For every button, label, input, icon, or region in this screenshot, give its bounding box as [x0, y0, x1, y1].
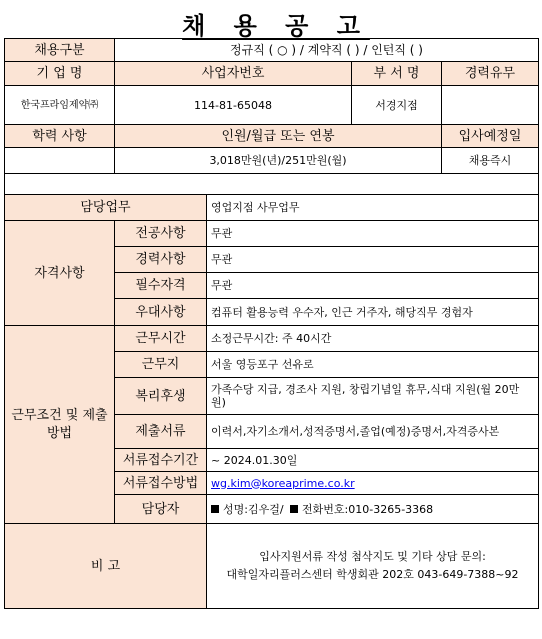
- workplace-label: 근무지: [115, 352, 207, 378]
- major-label: 전공사항: [115, 221, 207, 247]
- education-value-row: [5, 148, 539, 174]
- conditions-label: 근무조건 및 제출방법: [5, 326, 115, 524]
- company-value-row: [5, 86, 539, 125]
- start-date-header: 입사예정일: [442, 125, 539, 148]
- blank-cell: [5, 174, 539, 195]
- employment-type-value: 정규직 ( ○ ) / 계약직 ( ) / 인턴직 ( ): [115, 39, 539, 62]
- required-cert-value: 무관: [207, 273, 539, 299]
- company-header-row: [5, 62, 539, 86]
- education-header-row: [5, 125, 539, 148]
- required-cert-label: 필수자격: [115, 273, 207, 299]
- career: [442, 86, 539, 125]
- condition-row: [5, 326, 539, 352]
- documents-value: 이력서,자기소개서,성적증명서,졸업(예정)증명서,자격증사본: [207, 415, 539, 449]
- contact-phone: 전화번호:010-3265-3368: [302, 502, 434, 516]
- major-value: 무관: [207, 221, 539, 247]
- education-value: [5, 148, 115, 174]
- application-email-link[interactable]: wg.kim@koreaprime.co.kr: [211, 476, 355, 490]
- duty-row: [5, 195, 539, 221]
- preferred-label: 우대사항: [115, 299, 207, 326]
- qualification-label: 자격사항: [5, 221, 115, 326]
- company-name-header: 기 업 명: [5, 62, 115, 86]
- title-area: [0, 0, 542, 38]
- company-name: 한국프라임제약㈜: [5, 86, 115, 125]
- employment-type-label: 채용구분: [5, 39, 115, 62]
- workplace-value: 서울 영등포구 선유로: [207, 352, 539, 378]
- experience-label: 경력사항: [115, 247, 207, 273]
- education-header: 학력 사항: [5, 125, 115, 148]
- job-posting-table: [4, 38, 539, 609]
- documents-label: 제출서류: [115, 415, 207, 449]
- duty-value: 영업지점 사무업무: [207, 195, 539, 221]
- employment-type-row: [5, 39, 539, 62]
- biz-number-header: 사업자번호: [115, 62, 352, 86]
- duty-label: 담당업무: [5, 195, 207, 221]
- remarks-line-2: 대학일자리플러스센터 학생회관 202호 043-649-7388~92: [226, 568, 519, 581]
- contact-person-label: 담당자: [115, 495, 207, 524]
- salary-value: 3,018만원(년)/251만원(월): [115, 148, 442, 174]
- benefits-value: 가족수당 지급, 경조사 지원, 창립기념일 휴무,식대 지원(월 20만원): [207, 378, 539, 415]
- remarks-line-1: 입사지원서류 작성 첨삭지도 및 기타 상담 문의:: [259, 550, 486, 563]
- application-period-value: ~ 2024.01.30일: [207, 449, 539, 472]
- remarks-row: [5, 524, 539, 609]
- page-title: 채 용 공 고: [182, 12, 370, 40]
- department-header: 부 서 명: [352, 62, 442, 86]
- contact-name: 성명:김우걸/: [223, 502, 284, 516]
- square-bullet-icon: [211, 505, 219, 513]
- contact-person-cell: [207, 495, 539, 524]
- blank-row: [5, 174, 539, 195]
- application-method-label: 서류접수방법: [115, 472, 207, 495]
- qualification-row: [5, 221, 539, 247]
- salary-header: 인원/월급 또는 연봉: [115, 125, 442, 148]
- application-method-cell: [207, 472, 539, 495]
- remarks-label: 비 고: [5, 524, 207, 609]
- benefits-label: 복리후생: [115, 378, 207, 415]
- start-date-value: 채용즉시: [442, 148, 539, 174]
- preferred-value: 컴퓨터 활용능력 우수자, 인근 거주자, 해당직무 경험자: [207, 299, 539, 326]
- square-bullet-icon: [290, 505, 298, 513]
- career-header: 경력유무: [442, 62, 539, 86]
- work-hours-value: 소정근무시간: 주 40시간: [207, 326, 539, 352]
- biz-number: 114-81-65048: [115, 86, 352, 125]
- experience-value: 무관: [207, 247, 539, 273]
- remarks-value: [207, 524, 539, 609]
- department: 서경지점: [352, 86, 442, 125]
- application-period-label: 서류접수기간: [115, 449, 207, 472]
- work-hours-label: 근무시간: [115, 326, 207, 352]
